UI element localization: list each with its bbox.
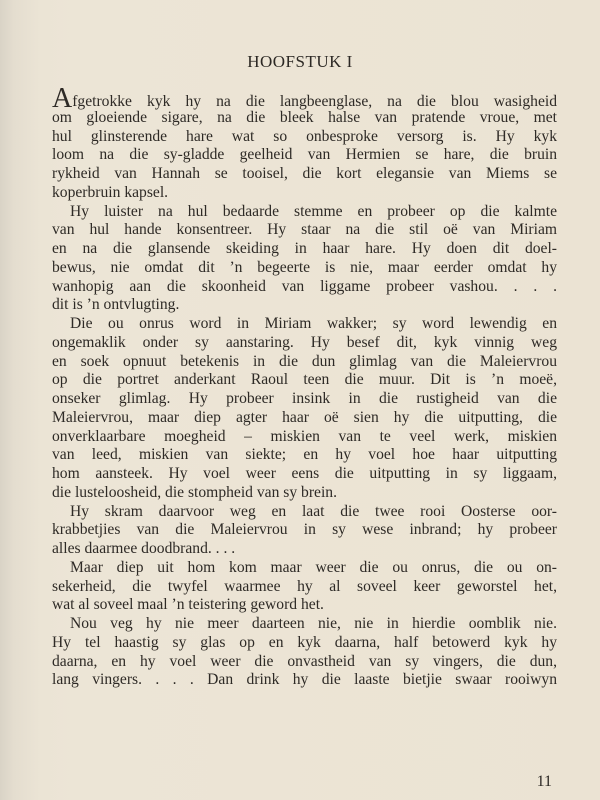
text-line-30: daarna, en hy voel weer die onvastheid van sy vingers, die dun, (52, 652, 557, 670)
text-line-0 (52, 83, 557, 114)
text-line-2: hul glinsterende hare wat so onbesproke versorg is. Hy kyk (52, 127, 557, 145)
text-line-7: van hul hande konsentreer. Hy staar na die stil oë van Miriam (52, 221, 557, 239)
text-line-21: die lusteloosheid, die stompheid van sy brein. (52, 483, 337, 501)
line-text: fgetrokke kyk hy na die langbeenglase, na die blou wasigheid (72, 93, 557, 110)
text-line-23: krabbetjies van die Maleiervrou in sy wese inbrand; hy probeer (52, 521, 557, 539)
chapter-heading: HOOFSTUK I (247, 52, 353, 71)
page-number: 11 (536, 773, 552, 790)
text-line-31: lang vingers. . . . Dan drink hy die laaste bietjie swaar rooiwyn (52, 671, 557, 689)
text-line-19: van leed, miskien van siekte; en hy voel hoe haar uitputting (52, 446, 557, 464)
text-line-29: Hy tel haastig sy glas op en kyk daarna, half betowerd kyk hy (52, 633, 557, 651)
text-line-11: dit is ’n ontvlugting. (52, 296, 180, 314)
text-line-15: op die portret anderkant Raoul teen die muur. Dit is ’n moeë, (52, 371, 557, 389)
text-line-18: onverklaarbare moegheid – miskien van te veel werk, miskien (52, 427, 557, 445)
text-line-8: en na die glansende skeiding in haar hare. Hy doen dit doel- (52, 240, 557, 257)
text-line-24: alles daarmee doodbrand. . . . (52, 540, 236, 557)
text-line-25: Maar diep uit hom kom maar weer die ou onrus, die ou on- (70, 558, 557, 576)
text-line-4: rykheid van Hannah se tooisel, die kort elegansie van Miems se (52, 165, 557, 182)
text-line-26: sekerheid, die twyfel waarmee hy al soveel keer geworstel het, (52, 577, 557, 595)
text-line-14: en soek opnuut betekenis in die dun glimlag van die Maleiervrou (52, 352, 557, 370)
text-line-10: wanhopig aan die skoonheid van liggame probeer vashou. . . . (52, 277, 557, 295)
text-line-6: Hy luister na hul bedaarde stemme en probeer op die kalmte (70, 202, 557, 220)
text-line-5: koperbruin kapsel. (52, 183, 169, 201)
body-text (52, 83, 557, 690)
drop-cap: A (52, 83, 73, 114)
text-line-9: bewus, nie omdat dit ’n begeerte is nie, maar eerder omdat hy (52, 258, 557, 276)
text-line-27: wat al soveel maal ’n teistering geword het. (52, 596, 324, 614)
text-line-12: Die ou onrus word in Miriam wakker; sy word lewendig en (70, 315, 557, 332)
text-line-16: onseker glimlag. Hy probeer insink in die rustigheid van die (52, 390, 557, 407)
text-line-20: hom aansteek. Hy voel weer eens die uitputting in sy liggaam, (52, 465, 557, 482)
text-line-13: ongemaklik onder sy aanstaring. Hy besef dit, kyk vinnig weg (52, 333, 557, 351)
text-line-3: loom na die sy-gladde geelheid van Hermien se hare, die bruin (52, 146, 557, 164)
text-line-17: Maleiervrou, maar diep agter haar oë sien hy die uitputting, die (52, 408, 557, 426)
text-line-1: om gloeiende sigare, na die bleek halse van pratende vroue, met (52, 108, 557, 126)
text-line-28: Nou veg hy nie meer daarteen nie, nie in hierdie oomblik nie. (70, 615, 557, 632)
text-line-22: Hy skram daarvoor weg en laat die twee rooi Oosterse oor- (70, 502, 557, 520)
